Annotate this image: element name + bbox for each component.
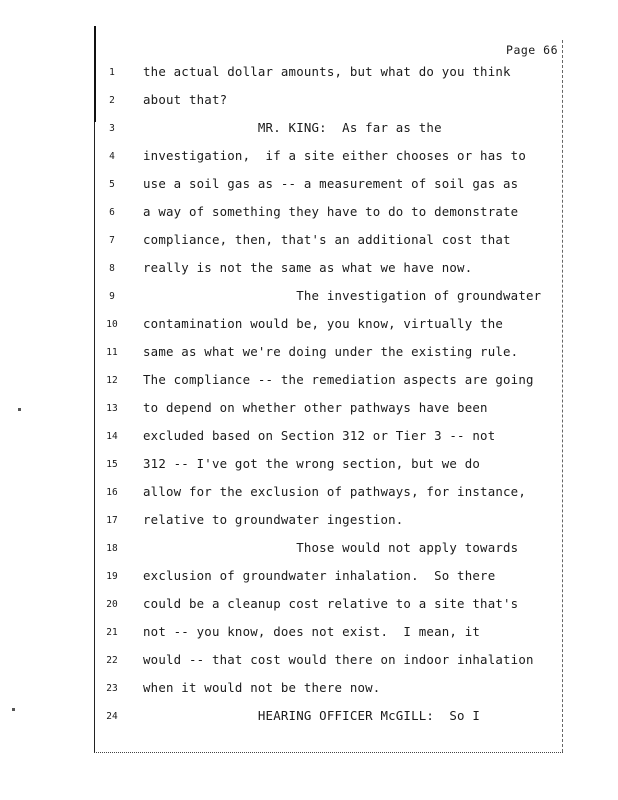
line-text: The investigation of groundwater (143, 288, 542, 303)
line-number: 15 (106, 459, 118, 470)
line-number: 1 (109, 67, 115, 78)
line-number: 14 (106, 431, 118, 442)
transcript-line (0, 176, 618, 196)
line-text: allow for the exclusion of pathways, for instance, (143, 484, 526, 499)
line-text: exclusion of groundwater inhalation. So there (143, 568, 496, 583)
line-text: investigation, if a site either chooses or has to (143, 148, 526, 163)
line-number: 20 (106, 599, 118, 610)
transcript-line (0, 540, 618, 560)
line-text: a way of something they have to do to demonstrate (143, 204, 519, 219)
transcript-line (0, 316, 618, 336)
line-number: 10 (106, 319, 118, 330)
line-text: compliance, then, that's an additional cost that (143, 232, 511, 247)
transcript-line (0, 680, 618, 700)
line-number: 11 (106, 347, 118, 358)
transcript-line (0, 288, 618, 308)
transcript-line (0, 372, 618, 392)
transcript-line (0, 484, 618, 504)
line-text: same as what we're doing under the existing rule. (143, 344, 519, 359)
line-number: 13 (106, 403, 118, 414)
line-text: could be a cleanup cost relative to a site that's (143, 596, 519, 611)
line-number: 7 (109, 235, 115, 246)
line-number: 5 (109, 179, 115, 190)
line-text: really is not the same as what we have now. (143, 260, 473, 275)
transcript-line (0, 204, 618, 224)
line-number: 9 (109, 291, 115, 302)
transcript-line (0, 232, 618, 252)
line-text: HEARING OFFICER McGILL: So I (143, 708, 481, 723)
line-text: contamination would be, you know, virtually the (143, 316, 504, 331)
line-text: relative to groundwater ingestion. (143, 512, 404, 527)
line-text: the actual dollar amounts, but what do you think (143, 64, 511, 79)
line-text: excluded based on Section 312 or Tier 3 -- not (143, 428, 496, 443)
line-number: 23 (106, 683, 118, 694)
line-number: 22 (106, 655, 118, 666)
transcript-line (0, 120, 618, 140)
line-text: The compliance -- the remediation aspects are going (143, 372, 534, 387)
transcript-line (0, 400, 618, 420)
line-number: 12 (106, 375, 118, 386)
transcript-line (0, 92, 618, 112)
line-number: 3 (109, 123, 115, 134)
line-text: would -- that cost would there on indoor inhalation (143, 652, 534, 667)
scan-speck (18, 408, 21, 411)
line-number: 19 (106, 571, 118, 582)
transcript-line (0, 148, 618, 168)
transcript-line (0, 428, 618, 448)
line-text: not -- you know, does not exist. I mean, it (143, 624, 481, 639)
line-text: 312 -- I've got the wrong section, but we do (143, 456, 481, 471)
line-number: 18 (106, 543, 118, 554)
line-number: 21 (106, 627, 118, 638)
transcript-line (0, 568, 618, 588)
line-text: MR. KING: As far as the (143, 120, 442, 135)
transcript-line (0, 64, 618, 84)
line-number: 8 (109, 263, 115, 274)
line-number: 4 (109, 151, 115, 162)
line-number: 24 (106, 711, 118, 722)
line-number: 6 (109, 207, 115, 218)
line-text: Those would not apply towards (143, 540, 519, 555)
scan-speck (12, 708, 15, 711)
transcript-line (0, 652, 618, 672)
line-text: to depend on whether other pathways have been (143, 400, 488, 415)
right-margin-rule (562, 40, 563, 752)
transcript-line (0, 260, 618, 280)
transcript-line (0, 344, 618, 364)
page-number: Page 66 (506, 43, 558, 57)
transcript-line (0, 596, 618, 616)
line-number: 2 (109, 95, 115, 106)
line-number: 17 (106, 515, 118, 526)
line-text: use a soil gas as -- a measurement of soil gas as (143, 176, 519, 191)
transcript-line (0, 512, 618, 532)
line-text: about that? (143, 92, 228, 107)
transcript-line (0, 708, 618, 728)
transcript-line (0, 456, 618, 476)
line-text: when it would not be there now. (143, 680, 381, 695)
transcript-line (0, 624, 618, 644)
line-number: 16 (106, 487, 118, 498)
